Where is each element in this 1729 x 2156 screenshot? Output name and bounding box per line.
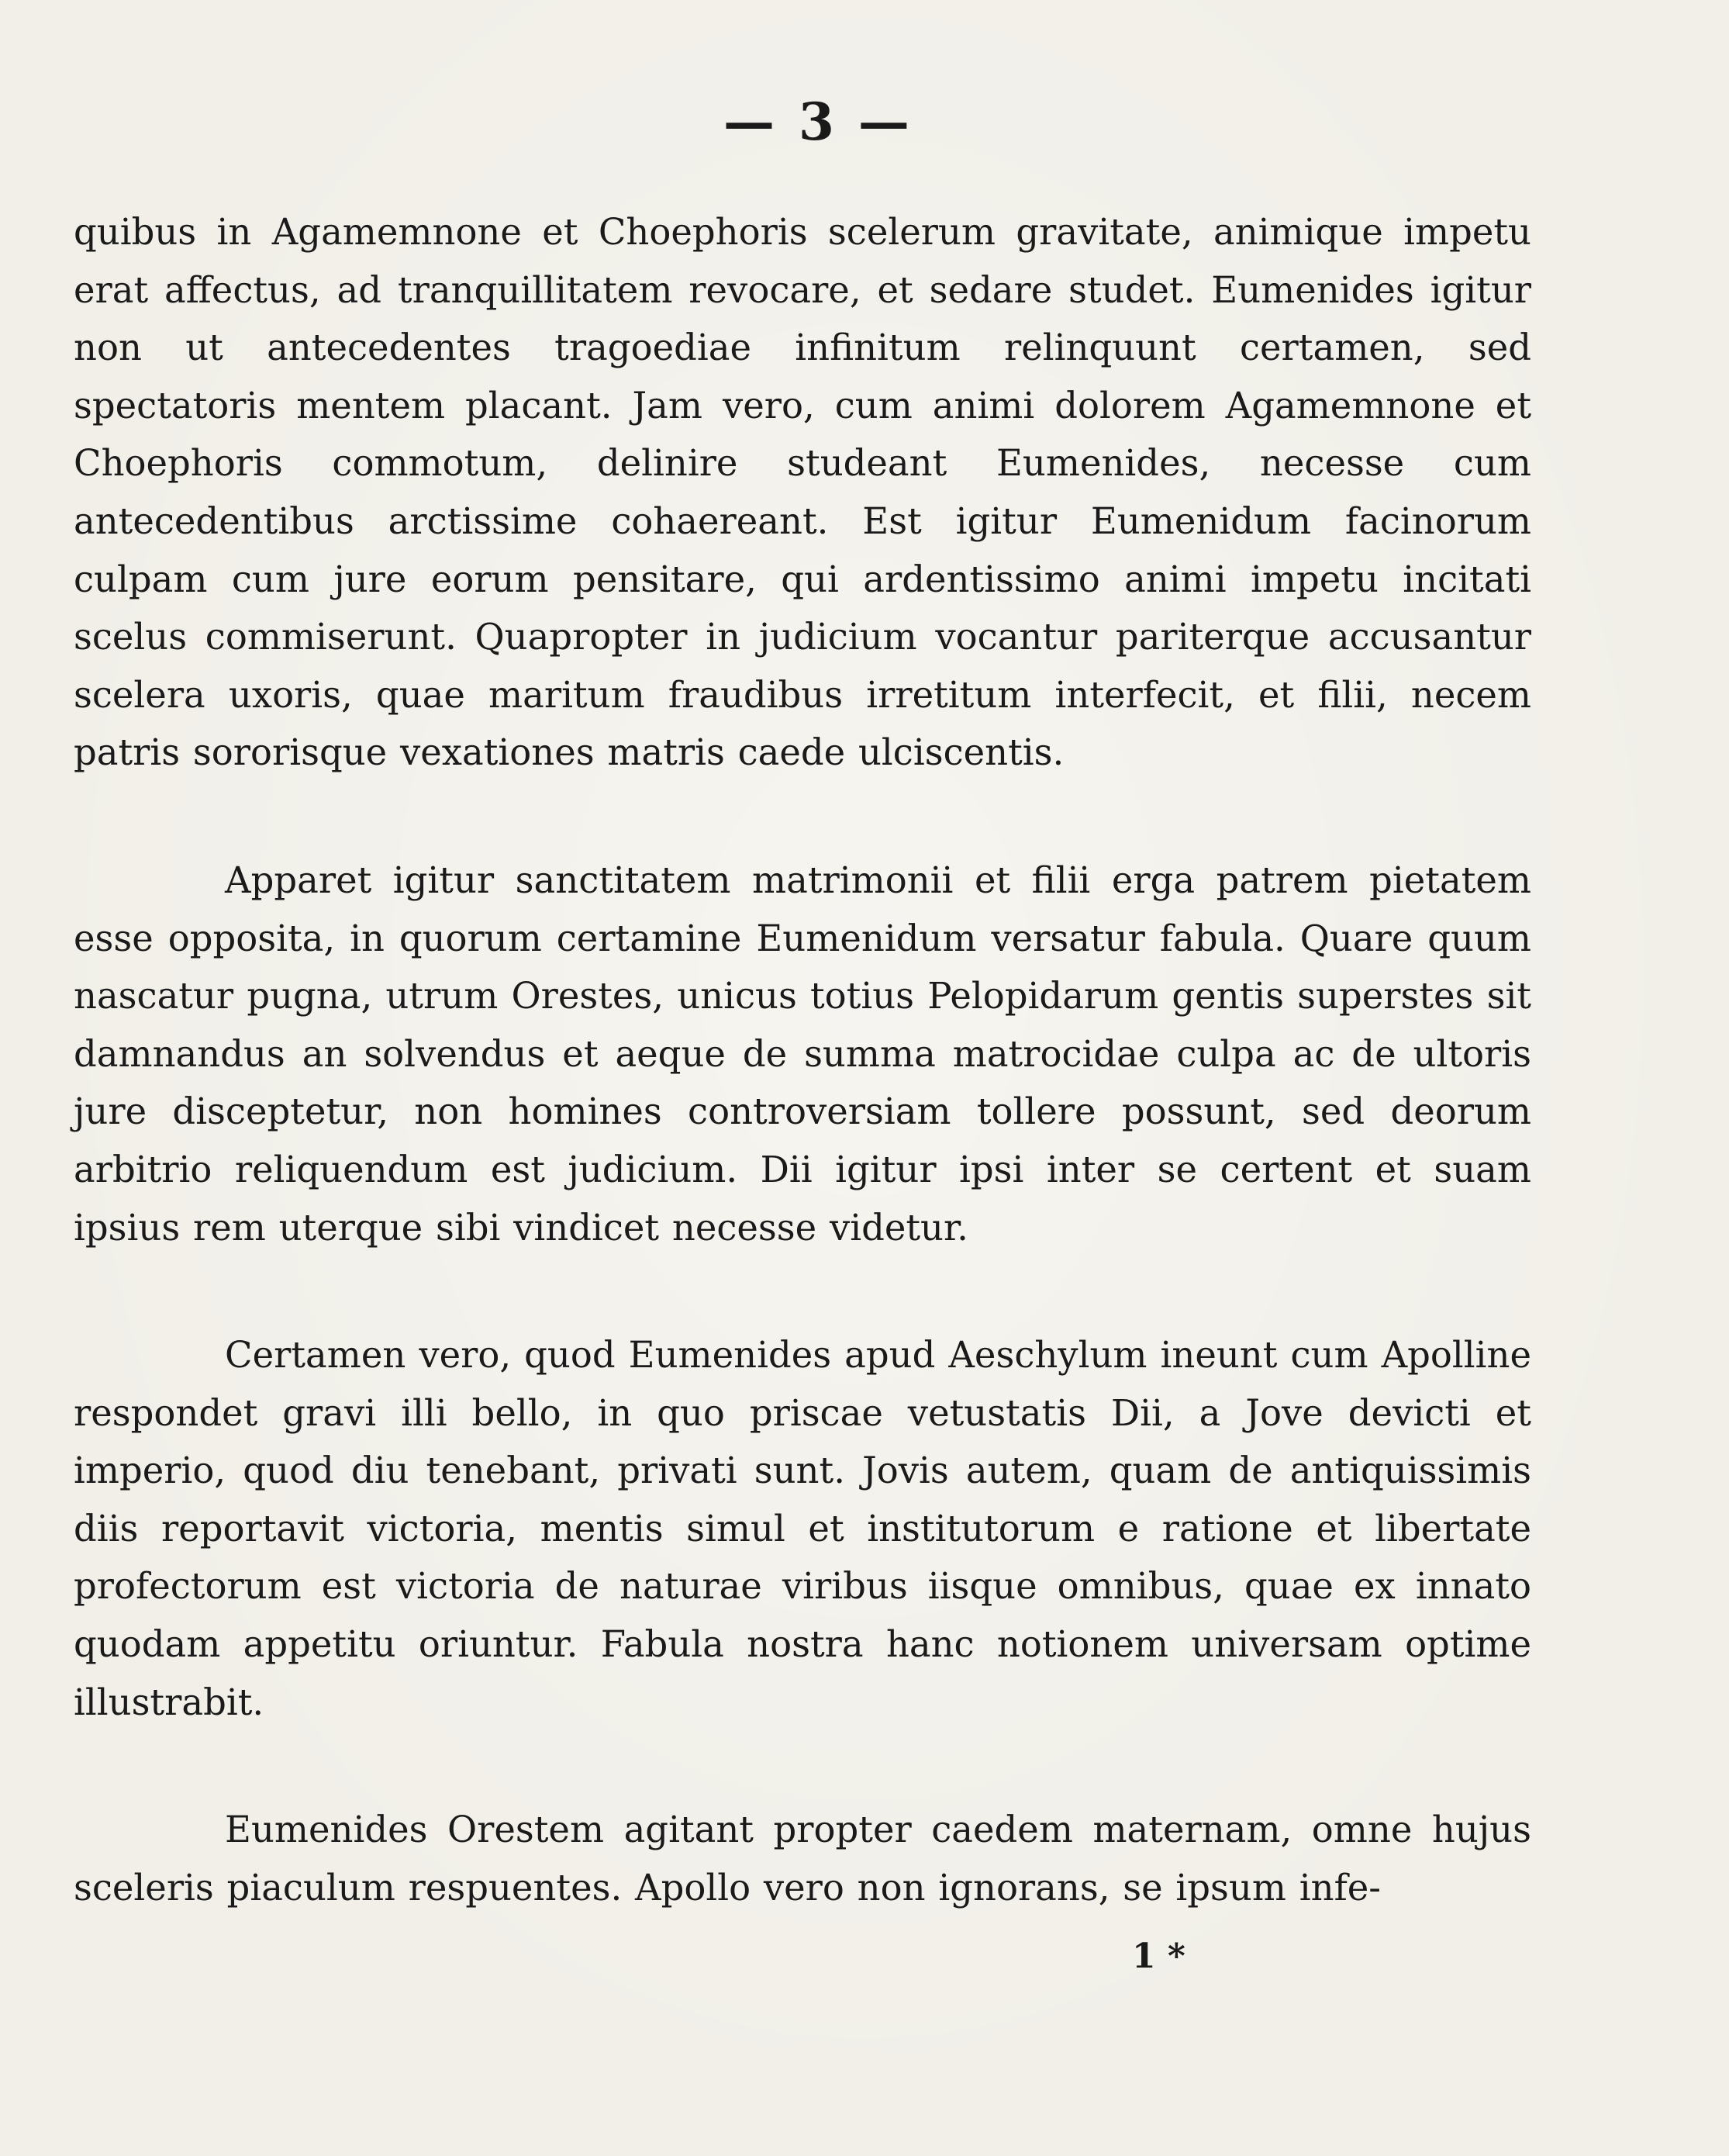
paragraph-gap (74, 1256, 1531, 1326)
body-text (74, 203, 1531, 1916)
paragraph-2: Apparet igitur sanctitatem matrimonii et filii erga patrem pietatem esse opposita, in quorum certamine Eumenidum versatur fabula. Quare quum nascatur pugna, utrum Orestes, unicus totius Pelopidarum gentis superstes sit damnandus an solvendus et aeque de summa matrocidae culpa ac de ultoris jure disceptetur, non homines controversiam tollere possunt, sed deorum arbitrio reliquendum est judicium. Dii igitur ipsi inter se certent et suam ipsius rem uterque sibi vindicet necesse videtur. (74, 859, 1531, 1249)
page-number: — 3 — (723, 92, 913, 152)
paragraph-4: Eumenides Orestem agitant propter caedem maternam, omne hujus sceleris piaculum respuentes. Apollo vero non ignorans, se ipsum infe- (74, 1809, 1531, 1909)
paragraph-1: quibus in Agamemnone et Choephoris scelerum gravitate, animique impetu erat affectus, ad tranquillitatem revocare, et sedare studet. Eumenides igitur non ut antecedentes tragoediae infinitum relinquunt certamen, sed spectatoris mentem placant. Jam vero, cum animi dolorem Agamemnone et Choephoris commotum, delinire studeant Eumenides, necesse cum antecedentibus arctissime cohaereant. Est igitur Eumenidum facinorum culpam cum jure eorum pensitare, qui ardentissimo animi impetu incitati scelus commiserunt. Quapropter in judicium vocantur pariterque accusantur scelera uxoris, quae maritum fraudibus irretitum interfecit, et filii, necem patris sororisque vexationes matris caede ulciscentis. (74, 211, 1531, 774)
paragraph-3: Certamen vero, quod Eumenides apud Aeschylum ineunt cum Apolline respondet gravi illi bello, in quo priscae vetustatis Dii, a Jove devicti et imperio, quod diu tenebant, privati sunt. Jovis autem, quam de antiquissimis diis reportavit victoria, mentis simul et institutorum e ratione et libertate profectorum est victoria de naturae viribus iisque omnibus, quae ex innato quodam appetitu oriuntur. Fabula nostra hanc notionem universam optime illustrabit. (74, 1334, 1531, 1723)
paragraph-gap (74, 1731, 1531, 1801)
signature-mark: 1 * (1132, 1937, 1185, 1976)
paragraph-gap (74, 782, 1531, 852)
